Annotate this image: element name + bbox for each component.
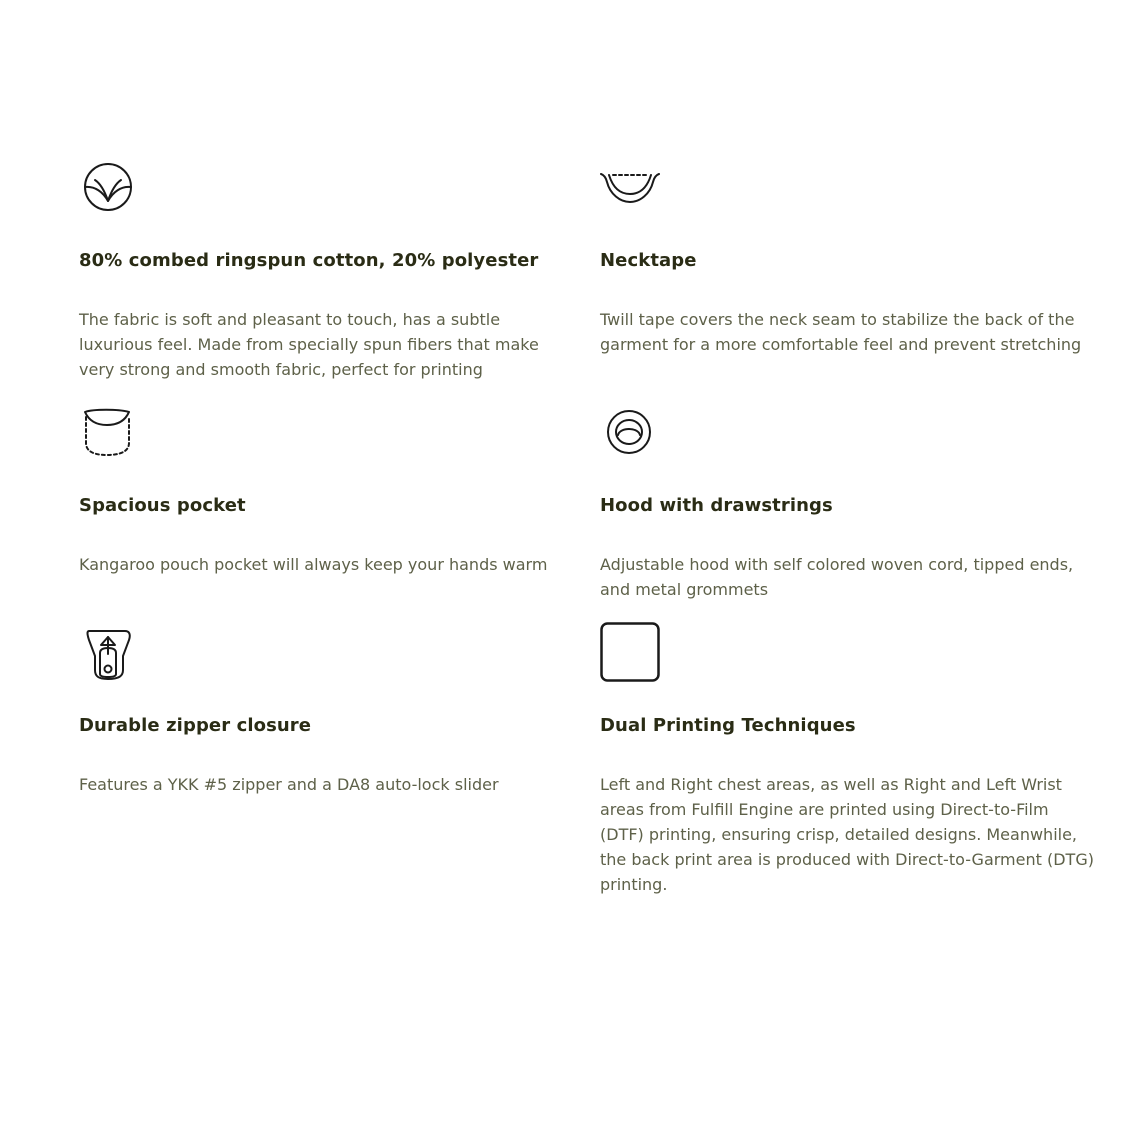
feature-title: 80% combed ringspun cotton, 20% polyester (79, 250, 539, 271)
feature-necktape (600, 160, 1090, 390)
feature-title: Necktape (600, 250, 697, 271)
feature-description: Adjustable hood with self colored woven cord, tipped ends, and metal grommets (600, 555, 1074, 599)
feature-description: Kangaroo pouch pocket will always keep your hands warm (79, 555, 548, 574)
feature-zipper (79, 625, 569, 825)
feature-description: Left and Right chest areas, as well as Right and Left Wrist areas from Fulfill Engine are printed using Direct-to-Film (DTF) printing, ensuring crisp, detailed designs. Meanwhile, the back print area is produced with Direct-to-Garment (DTG) printing. (600, 775, 1094, 894)
feature-pocket (79, 405, 569, 605)
feature-title: Hood with drawstrings (600, 495, 833, 516)
feature-title: Dual Printing Techniques (600, 715, 856, 736)
feature-cotton (79, 160, 569, 390)
square-icon (600, 622, 662, 684)
feature-description: Twill tape covers the neck seam to stabilize the back of the garment for a more comfortable feel and prevent stretching (600, 310, 1082, 354)
feature-description: Features a YKK #5 zipper and a DA8 auto-lock slider (79, 775, 499, 794)
feature-description: The fabric is soft and pleasant to touch, has a subtle luxurious feel. Made from specially spun fibers that make very strong and smooth fabric, perfect for printing (79, 310, 539, 379)
cotton-flower-icon (79, 164, 135, 214)
pocket-icon (79, 409, 133, 457)
feature-hood (600, 405, 1090, 605)
feature-dual-printing (600, 625, 1094, 905)
feature-title: Spacious pocket (79, 495, 246, 516)
feature-title: Durable zipper closure (79, 715, 312, 736)
zipper-icon (79, 628, 133, 680)
hood-icon (600, 411, 648, 455)
necktape-icon (600, 170, 662, 206)
